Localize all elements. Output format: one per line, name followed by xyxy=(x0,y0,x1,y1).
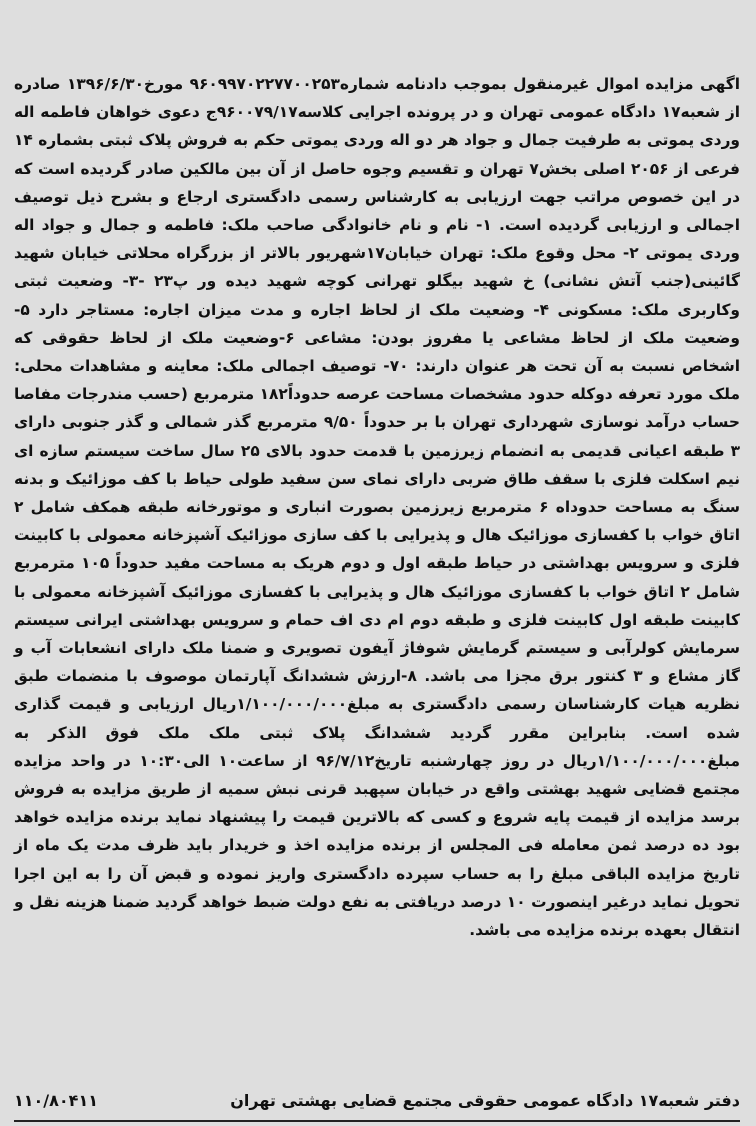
notice-footer xyxy=(14,1091,740,1110)
notice-body: اگهی مزایده اموال غیرمنقول بموجب دادنامه شماره۹۶۰۹۹۷۰۲۲۷۷۰۰۲۵۳ مورخ۱۳۹۶/۶/۳۰ صادره از شعبه۱۷ دادگاه عمومی تهران و در پرونده اجرایی کلاسه۹۶۰۰۷۹/۱۷ج دعوی خواهان فاطمه اله وردی یموتی به طرفیت جمال و جواد هر دو اله وردی یموتی حکم به فروش پلاک ثبتی بشماره ۱۴ فرعی از ۲۰۵۶ اصلی بخش۷ تهران و تقسیم وجوه حاصل از آن بین مالکین صادر گردیده است که در این خصوص مراتب جهت ارزیابی به کارشناس رسمی دادگستری ارجاع و بشرح ذیل توصیف اجمالی و ارزیابی گردیده است. ۱- نام و نام خانوادگی صاحب ملک: فاطمه و جمال و جواد اله وردی یموتی ۲- محل وقوع ملک: تهران خیابان۱۷شهریور بالاتر از بزرگراه محلاتی خیابان شهید گائینی(جنب آتش نشانی) خ شهید بیگلو تهرانی کوچه شهید دیده ور پ۲۳ -۳- وضعیت ثبتی وکاربری ملک: مسکونی ۴- وضعیت ملک از لحاظ اجاره و مدت میزان اجاره: مستاجر دارد ۵-وضعیت ملک از لحاظ مشاعی یا مفروز بودن: مشاعی ۶-وضعیت ملک از لحاظ حقوقی که اشخاص نسبت به آن تحت هر عنوان دارند: ۷۰- توصیف اجمالی ملک: معاینه و مشاهدات محلی: ملک مورد تعرفه دوکله حدود مشخصات مساحت عرصه حدوداً۱۸۲ مترمربع (حسب مندرجات مفاصا حساب درآمد نوسازی شهرداری تهران با بر حدوداً ۹/۵۰ مترمربع گذر شمالی و گذر جنوبی دارای ۳ طبقه اعیانی قدیمی به انضمام زیرزمین با قدمت حدود بالای ۲۵ سال ساخت سیستم سازه ای نیم اسکلت فلزی با سقف طاق ضربی دارای نمای سن سفید طولی حیاط با کف موزائیک و بدنه سنگ به مساحت حدوداه ۶ مترمربع زیرزمین بصورت انباری و موتورخانه طبقه همکف شامل ۲ اتاق خواب با کفسازی موزائیک هال و پذیرایی با کف سازی موزائیک آشپزخانه معمولی با کابینت فلزی و سرویس بهداشتی در حیاط طبقه اول و دوم هریک به مساحت مفید حدوداً ۱۰۵ مترمربع شامل ۲ اتاق خواب با کفسازی موزائیک هال و پذیرایی با کفسازی موزائیک آشپزخانه معمولی با کابینت طبقه اول کابینت فلزی و طبقه دوم ام دی اف حمام و سرویس بهداشتی ایرانی سیستم سرمایش کولرآبی و سیستم گرمایش شوفاژ آیفون تصویری و ضمنا ملک دارای انشعابات آب و گاز مشاع و ۳ کنتور برق مجزا می باشد. ۸-ارزش ششدانگ آپارتمان موصوف با منضمات طبق نظریه هیات کارشناسان رسمی دادگستری به مبلغ۱/۱۰۰/۰۰۰/۰۰۰ریال ارزیابی و قیمت گذاری شده است. بنابراین مقرر گردید ششدانگ پلاک ثبتی ملک ملک فوق الذکر به مبلغ۱/۱۰۰/۰۰۰/۰۰۰ریال در روز چهارشنبه تاریخ۹۶/۷/۱۲ از ساعت۱۰ الی۱۰:۳۰ در واحد مزایده مجتمع قضایی شهید بهشتی واقع در خیابان سپهبد قرنی نبش سمیه از طریق مزایده به فروش برسد مزایده از قیمت پایه شروع و کسی که بالاترین قیمت را پیشنهاد نماید برنده مزایده خواهد بود ده درصد ثمن معامله فی المجلس از برنده مزایده اخذ و خریدار باید ظرف مدت یک ماه از تاریخ مزایده الباقی مبلغ را به حساب سپرده دادگستری واریز نموده و قبض آن را به این اجرا تحویل نماید درغیر اینصورت ۱۰ درصد دریافتی به نفع دولت ضبط خواهد گردید ضمنا هزینه نقل و انتقال بعهده برنده مزایده می باشد. xyxy=(14,75,741,940)
notice-number: ۱۱۰/۸۰۴۱۱ xyxy=(14,1091,98,1110)
footer-rule xyxy=(14,1120,740,1122)
court-office: دفتر شعبه۱۷ دادگاه عمومی حقوقی مجتمع قضایی بهشتی تهران xyxy=(230,1091,740,1110)
